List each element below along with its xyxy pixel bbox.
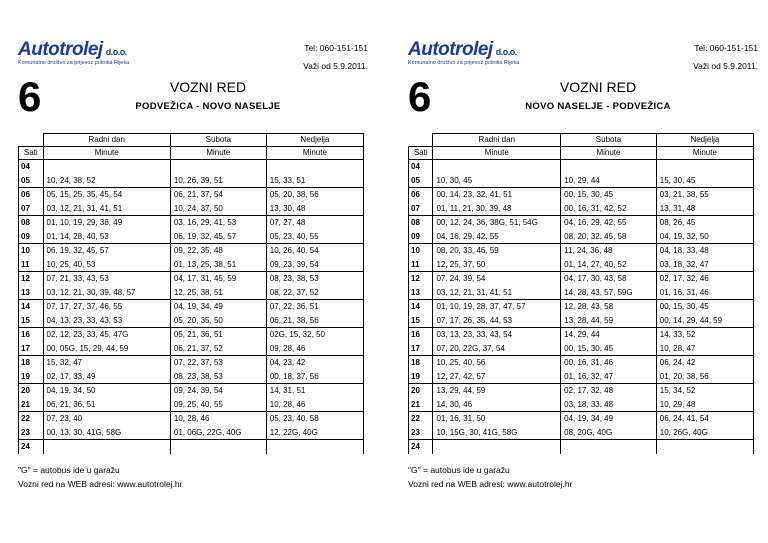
hour-cell: 06 bbox=[409, 188, 433, 202]
table-row bbox=[409, 174, 754, 188]
sunday-cell: 09, 28, 46 bbox=[266, 342, 363, 356]
table-row bbox=[409, 258, 754, 272]
hour-cell: 08 bbox=[409, 216, 433, 230]
table-row bbox=[19, 300, 364, 314]
saturday-cell: 12, 28, 43, 58 bbox=[561, 300, 657, 314]
hour-cell: 20 bbox=[19, 384, 44, 398]
table-row bbox=[19, 356, 364, 370]
table-row bbox=[409, 244, 754, 258]
header-hours: Sati bbox=[19, 147, 44, 160]
header-minutes: Minute bbox=[170, 147, 266, 160]
hour-cell: 19 bbox=[19, 370, 44, 384]
weekday-cell: 12, 25, 37, 50 bbox=[433, 258, 561, 272]
sunday-cell: 15, 30, 45 bbox=[656, 174, 753, 188]
weekday-cell bbox=[433, 160, 561, 174]
table-row bbox=[19, 412, 364, 426]
weekday-cell: 07, 17, 26, 35, 44, 53 bbox=[433, 314, 561, 328]
table-row bbox=[409, 356, 754, 370]
sunday-cell: 08, 22, 37, 52 bbox=[266, 286, 363, 300]
saturday-cell: 04, 17, 30, 43, 58 bbox=[561, 272, 657, 286]
saturday-cell bbox=[170, 160, 266, 174]
header-minutes: Minute bbox=[656, 147, 753, 160]
header-hours: Sati bbox=[409, 147, 433, 160]
saturday-cell: 08, 20G, 40G bbox=[561, 426, 657, 440]
hour-cell: 08 bbox=[19, 216, 44, 230]
hour-cell: 04 bbox=[409, 160, 433, 174]
hour-cell: 14 bbox=[409, 300, 433, 314]
saturday-cell: 01, 06G, 22G, 40G bbox=[170, 426, 266, 440]
saturday-cell: 12, 25, 38, 51 bbox=[170, 286, 266, 300]
sunday-cell: 03, 18, 32, 47 bbox=[656, 258, 753, 272]
sunday-cell: 01, 20, 38, 56 bbox=[656, 370, 753, 384]
table-row bbox=[409, 412, 754, 426]
hour-cell: 21 bbox=[409, 398, 433, 412]
weekday-cell: 01, 16, 31, 50 bbox=[433, 412, 561, 426]
hour-cell: 14 bbox=[19, 300, 44, 314]
saturday-cell: 09, 24, 39, 54 bbox=[170, 384, 266, 398]
saturday-cell: 06, 19, 32, 45, 57 bbox=[170, 230, 266, 244]
hour-cell: 16 bbox=[409, 328, 433, 342]
sunday-cell: 07, 27, 48 bbox=[266, 216, 363, 230]
saturday-cell: 01, 16, 32, 47 bbox=[561, 370, 657, 384]
weekday-cell: 04, 13, 23, 33, 43, 53 bbox=[43, 314, 170, 328]
sunday-cell: 14, 33, 52 bbox=[656, 328, 753, 342]
hour-cell: 05 bbox=[409, 174, 433, 188]
hour-cell: 09 bbox=[409, 230, 433, 244]
sunday-cell: 09, 23, 39, 54 bbox=[266, 258, 363, 272]
hour-cell: 20 bbox=[409, 384, 433, 398]
saturday-cell: 08, 23, 38, 53 bbox=[170, 370, 266, 384]
weekday-cell: 03, 12, 21, 30, 39, 48, 57 bbox=[43, 286, 170, 300]
hour-cell: 23 bbox=[409, 426, 433, 440]
company-subline: Komunalno društvo za prijevoz putnika Rijeka bbox=[18, 60, 130, 66]
table-row bbox=[409, 440, 754, 454]
hour-cell: 24 bbox=[409, 440, 433, 454]
hour-cell: 18 bbox=[19, 356, 44, 370]
weekday-cell: 01, 10, 19, 29, 38, 49 bbox=[43, 216, 170, 230]
hour-cell: 21 bbox=[19, 398, 44, 412]
hour-cell: 09 bbox=[19, 230, 44, 244]
sunday-cell: 03, 21, 38, 55 bbox=[656, 188, 753, 202]
sunday-cell: 00, 15, 30, 45 bbox=[656, 300, 753, 314]
company-logo: Autotrolej d.o.o. bbox=[18, 39, 127, 60]
header-minutes: Minute bbox=[561, 147, 657, 160]
weekday-cell: 08, 20, 33, 46, 59 bbox=[433, 244, 561, 258]
sunday-cell: 13, 31, 48 bbox=[656, 202, 753, 216]
sunday-cell: 05, 20, 38, 56 bbox=[266, 188, 363, 202]
saturday-cell: 09, 22, 35, 48 bbox=[170, 244, 266, 258]
valid-from: Važi od 5.9.2011. bbox=[693, 61, 758, 71]
route-name: NOVO NASELJE - PODVEŽICA bbox=[525, 101, 671, 112]
saturday-cell: 14, 28, 43, 57, 59G bbox=[561, 286, 657, 300]
sunday-cell: 04, 19, 32, 50 bbox=[656, 230, 753, 244]
hour-cell: 18 bbox=[409, 356, 433, 370]
table-row bbox=[19, 286, 364, 300]
saturday-cell: 06, 21, 37, 52 bbox=[170, 342, 266, 356]
weekday-cell: 10, 25, 40, 53 bbox=[43, 258, 170, 272]
table-row bbox=[409, 342, 754, 356]
table-row bbox=[409, 216, 754, 230]
timetable-right bbox=[408, 0, 758, 543]
hour-cell: 24 bbox=[19, 440, 44, 454]
table-row bbox=[409, 160, 754, 174]
hour-cell: 12 bbox=[409, 272, 433, 286]
timetable-grid bbox=[408, 133, 754, 454]
header-saturday: Subota bbox=[170, 134, 266, 147]
sunday-cell: 06, 21, 38, 56 bbox=[266, 314, 363, 328]
saturday-cell: 03, 18, 33, 48 bbox=[561, 398, 657, 412]
hour-cell: 07 bbox=[409, 202, 433, 216]
sunday-cell: 12, 22G, 40G bbox=[266, 426, 363, 440]
sunday-cell: 06, 24, 41, 54 bbox=[656, 412, 753, 426]
hour-cell: 10 bbox=[19, 244, 44, 258]
header-minutes: Minute bbox=[266, 147, 363, 160]
header-sunday: Nedjelja bbox=[656, 134, 753, 147]
weekday-cell: 06, 21, 36, 51 bbox=[43, 398, 170, 412]
saturday-cell: 06, 21, 37, 54 bbox=[170, 188, 266, 202]
hour-cell: 17 bbox=[409, 342, 433, 356]
web-note: Vozni red na WEB adresi: www.autotrolej.hr bbox=[408, 479, 573, 489]
weekday-cell: 07, 21, 33, 43, 53 bbox=[43, 272, 170, 286]
saturday-cell: 04, 19, 34, 49 bbox=[561, 412, 657, 426]
header-sunday: Nedjelja bbox=[266, 134, 363, 147]
saturday-cell: 05, 20, 35, 50 bbox=[170, 314, 266, 328]
weekday-cell bbox=[43, 160, 170, 174]
weekday-cell: 02, 17, 33, 49 bbox=[43, 370, 170, 384]
table-row bbox=[19, 384, 364, 398]
garage-note: "G" = autobus ide u garažu bbox=[18, 465, 120, 475]
table-row bbox=[409, 202, 754, 216]
line-number: 6 bbox=[18, 73, 42, 120]
table-row bbox=[409, 370, 754, 384]
timetable-grid bbox=[18, 133, 364, 454]
table-row bbox=[19, 230, 364, 244]
weekday-cell: 06, 19, 32, 45, 57 bbox=[43, 244, 170, 258]
sunday-cell: 04, 18, 33, 48 bbox=[656, 244, 753, 258]
hour-cell: 17 bbox=[19, 342, 44, 356]
table-row bbox=[19, 202, 364, 216]
hour-cell: 16 bbox=[19, 328, 44, 342]
saturday-cell: 04, 16, 29, 42, 55 bbox=[561, 216, 657, 230]
sunday-cell: 08, 26, 45 bbox=[656, 216, 753, 230]
weekday-cell: 07, 23, 40 bbox=[43, 412, 170, 426]
table-row bbox=[19, 216, 364, 230]
weekday-cell: 05, 15, 25, 35, 45, 54 bbox=[43, 188, 170, 202]
hour-cell: 05 bbox=[19, 174, 44, 188]
header-minutes: Minute bbox=[433, 147, 561, 160]
hour-cell: 13 bbox=[19, 286, 44, 300]
weekday-cell bbox=[433, 440, 561, 454]
timetable-left bbox=[18, 0, 368, 543]
table-row bbox=[409, 286, 754, 300]
sunday-cell: 02, 17, 32, 46 bbox=[656, 272, 753, 286]
saturday-cell: 10, 29, 44 bbox=[561, 174, 657, 188]
saturday-cell bbox=[561, 440, 657, 454]
hour-cell: 22 bbox=[19, 412, 44, 426]
weekday-cell: 04, 16, 29, 42, 55 bbox=[433, 230, 561, 244]
hour-cell: 07 bbox=[19, 202, 44, 216]
saturday-cell bbox=[561, 160, 657, 174]
weekday-cell: 07, 20, 22G, 37, 54 bbox=[433, 342, 561, 356]
saturday-cell: 00, 16, 31, 46 bbox=[561, 356, 657, 370]
weekday-cell: 03, 12, 21, 31, 41, 51 bbox=[433, 286, 561, 300]
page-title: VOZNI RED bbox=[169, 79, 247, 95]
saturday-cell: 07, 22, 37, 53 bbox=[170, 356, 266, 370]
hour-cell: 15 bbox=[409, 314, 433, 328]
table-row bbox=[409, 300, 754, 314]
table-row bbox=[409, 384, 754, 398]
saturday-cell: 10, 26, 39, 51 bbox=[170, 174, 266, 188]
weekday-cell: 02, 12, 23, 33, 45, 47G bbox=[43, 328, 170, 342]
page-title: VOZNI RED bbox=[559, 79, 637, 95]
sunday-cell: 10, 29, 48 bbox=[656, 398, 753, 412]
header-weekday: Radni dan bbox=[433, 134, 561, 147]
saturday-cell: 00, 16, 31, 42, 52 bbox=[561, 202, 657, 216]
weekday-cell: 10, 24, 38, 52 bbox=[43, 174, 170, 188]
table-row bbox=[409, 426, 754, 440]
table-row bbox=[19, 174, 364, 188]
weekday-cell: 15, 32, 47 bbox=[43, 356, 170, 370]
phone-number: Tel: 060-151-151 bbox=[694, 43, 758, 53]
sunday-cell: 00, 18, 37, 56 bbox=[266, 370, 363, 384]
garage-note: "G" = autobus ide u garažu bbox=[408, 465, 510, 475]
weekday-cell bbox=[43, 440, 170, 454]
sunday-cell: 15, 33, 51 bbox=[266, 174, 363, 188]
weekday-cell: 10, 15G, 30, 41G, 58G bbox=[433, 426, 561, 440]
sunday-cell: 00, 14, 29, 44, 59 bbox=[656, 314, 753, 328]
sunday-cell bbox=[266, 160, 363, 174]
sunday-cell: 07, 22, 36, 51 bbox=[266, 300, 363, 314]
weekday-cell: 03, 12, 21, 31, 41, 51 bbox=[43, 202, 170, 216]
company-logo: Autotrolej d.o.o. bbox=[408, 39, 517, 60]
saturday-cell: 05, 21, 36, 51 bbox=[170, 328, 266, 342]
sunday-cell: 10, 26, 40, 54 bbox=[266, 244, 363, 258]
sunday-cell: 08, 23, 38, 53 bbox=[266, 272, 363, 286]
table-row bbox=[409, 314, 754, 328]
hour-cell: 11 bbox=[409, 258, 433, 272]
table-row bbox=[19, 398, 364, 412]
sunday-cell: 13, 30, 48 bbox=[266, 202, 363, 216]
weekday-cell: 01, 14, 28, 40, 53 bbox=[43, 230, 170, 244]
saturday-cell: 01, 14, 27, 40, 52 bbox=[561, 258, 657, 272]
saturday-cell: 13, 28, 44, 59 bbox=[561, 314, 657, 328]
weekday-cell: 13, 29, 44, 59 bbox=[433, 384, 561, 398]
sunday-cell bbox=[656, 160, 753, 174]
hour-cell: 12 bbox=[19, 272, 44, 286]
company-subline: Komunalno društvo za prijevoz putnika Rijeka bbox=[408, 60, 520, 66]
hour-cell: 15 bbox=[19, 314, 44, 328]
hour-cell: 22 bbox=[409, 412, 433, 426]
hour-cell: 23 bbox=[19, 426, 44, 440]
saturday-cell: 02, 17, 32, 48 bbox=[561, 384, 657, 398]
table-row bbox=[19, 342, 364, 356]
saturday-cell: 00, 15, 30, 45 bbox=[561, 342, 657, 356]
saturday-cell: 09, 25, 40, 55 bbox=[170, 398, 266, 412]
sunday-cell bbox=[656, 440, 753, 454]
weekday-cell: 10, 30, 45 bbox=[433, 174, 561, 188]
table-row bbox=[19, 314, 364, 328]
table-row bbox=[409, 272, 754, 286]
header-weekday: Radni dan bbox=[43, 134, 170, 147]
valid-from: Važi od 5.9.2011. bbox=[303, 61, 368, 71]
weekday-cell: 01, 11, 21, 30, 39, 48 bbox=[433, 202, 561, 216]
table-row bbox=[19, 244, 364, 258]
saturday-cell: 10, 28, 46 bbox=[170, 412, 266, 426]
saturday-cell: 11, 24, 36, 48 bbox=[561, 244, 657, 258]
sunday-cell bbox=[266, 440, 363, 454]
weekday-cell: 01, 10, 19, 28, 37, 47, 57 bbox=[433, 300, 561, 314]
saturday-cell: 04, 19, 34, 49 bbox=[170, 300, 266, 314]
table-row bbox=[19, 440, 364, 454]
table-row bbox=[409, 188, 754, 202]
sunday-cell: 02G, 15, 32, 50 bbox=[266, 328, 363, 342]
weekday-cell: 14, 30, 46 bbox=[433, 398, 561, 412]
table-row bbox=[19, 328, 364, 342]
weekday-cell: 04, 19, 34, 50 bbox=[43, 384, 170, 398]
table-row bbox=[19, 272, 364, 286]
table-row bbox=[19, 426, 364, 440]
table-row bbox=[19, 370, 364, 384]
weekday-cell: 00, 05G, 15, 29, 44, 59 bbox=[43, 342, 170, 356]
header-saturday: Subota bbox=[561, 134, 657, 147]
saturday-cell: 10, 24, 37, 50 bbox=[170, 202, 266, 216]
hour-cell: 11 bbox=[19, 258, 44, 272]
weekday-cell: 00, 13, 30, 41G, 58G bbox=[43, 426, 170, 440]
saturday-cell: 08, 20, 32, 45, 58 bbox=[561, 230, 657, 244]
table-row bbox=[19, 160, 364, 174]
table-row bbox=[19, 258, 364, 272]
route-name: PODVEŽICA - NOVO NASELJE bbox=[135, 101, 281, 112]
saturday-cell: 00, 15, 30, 45 bbox=[561, 188, 657, 202]
sunday-cell: 14, 31, 51 bbox=[266, 384, 363, 398]
weekday-cell: 00, 14, 23, 32, 41, 51 bbox=[433, 188, 561, 202]
weekday-cell: 07, 17, 27, 37, 46, 55 bbox=[43, 300, 170, 314]
saturday-cell: 03, 16, 29, 41, 53 bbox=[170, 216, 266, 230]
web-note: Vozni red na WEB adresi: www.autotrolej.hr bbox=[18, 479, 183, 489]
hour-cell: 10 bbox=[409, 244, 433, 258]
weekday-cell: 12, 27, 42, 57 bbox=[433, 370, 561, 384]
saturday-cell: 04, 17, 31, 45, 59 bbox=[170, 272, 266, 286]
weekday-cell: 10, 25, 40, 56 bbox=[433, 356, 561, 370]
hour-cell: 13 bbox=[409, 286, 433, 300]
saturday-cell: 14, 29, 44 bbox=[561, 328, 657, 342]
sunday-cell: 10, 26G, 40G bbox=[656, 426, 753, 440]
table-row bbox=[409, 230, 754, 244]
sunday-cell: 04, 23, 42 bbox=[266, 356, 363, 370]
sunday-cell: 15, 34, 52 bbox=[656, 384, 753, 398]
saturday-cell bbox=[170, 440, 266, 454]
weekday-cell: 03, 13, 23, 33, 43, 54 bbox=[433, 328, 561, 342]
hour-cell: 04 bbox=[19, 160, 44, 174]
table-row bbox=[409, 328, 754, 342]
sunday-cell: 05, 23, 40, 58 bbox=[266, 412, 363, 426]
weekday-cell: 07, 24, 39, 54 bbox=[433, 272, 561, 286]
sunday-cell: 05, 23, 40, 55 bbox=[266, 230, 363, 244]
sunday-cell: 10, 28, 46 bbox=[266, 398, 363, 412]
sunday-cell: 01, 16, 31, 46 bbox=[656, 286, 753, 300]
table-row bbox=[19, 188, 364, 202]
header-minutes: Minute bbox=[43, 147, 170, 160]
weekday-cell: 00, 12, 24, 36, 38G, 51, 54G bbox=[433, 216, 561, 230]
table-row bbox=[409, 398, 754, 412]
phone-number: Tel: 060-151-151 bbox=[304, 43, 368, 53]
sunday-cell: 10, 28, 47 bbox=[656, 342, 753, 356]
line-number: 6 bbox=[408, 73, 432, 120]
hour-cell: 06 bbox=[19, 188, 44, 202]
saturday-cell: 01, 13, 25, 38, 51 bbox=[170, 258, 266, 272]
hour-cell: 19 bbox=[409, 370, 433, 384]
sunday-cell: 06, 24, 42 bbox=[656, 356, 753, 370]
